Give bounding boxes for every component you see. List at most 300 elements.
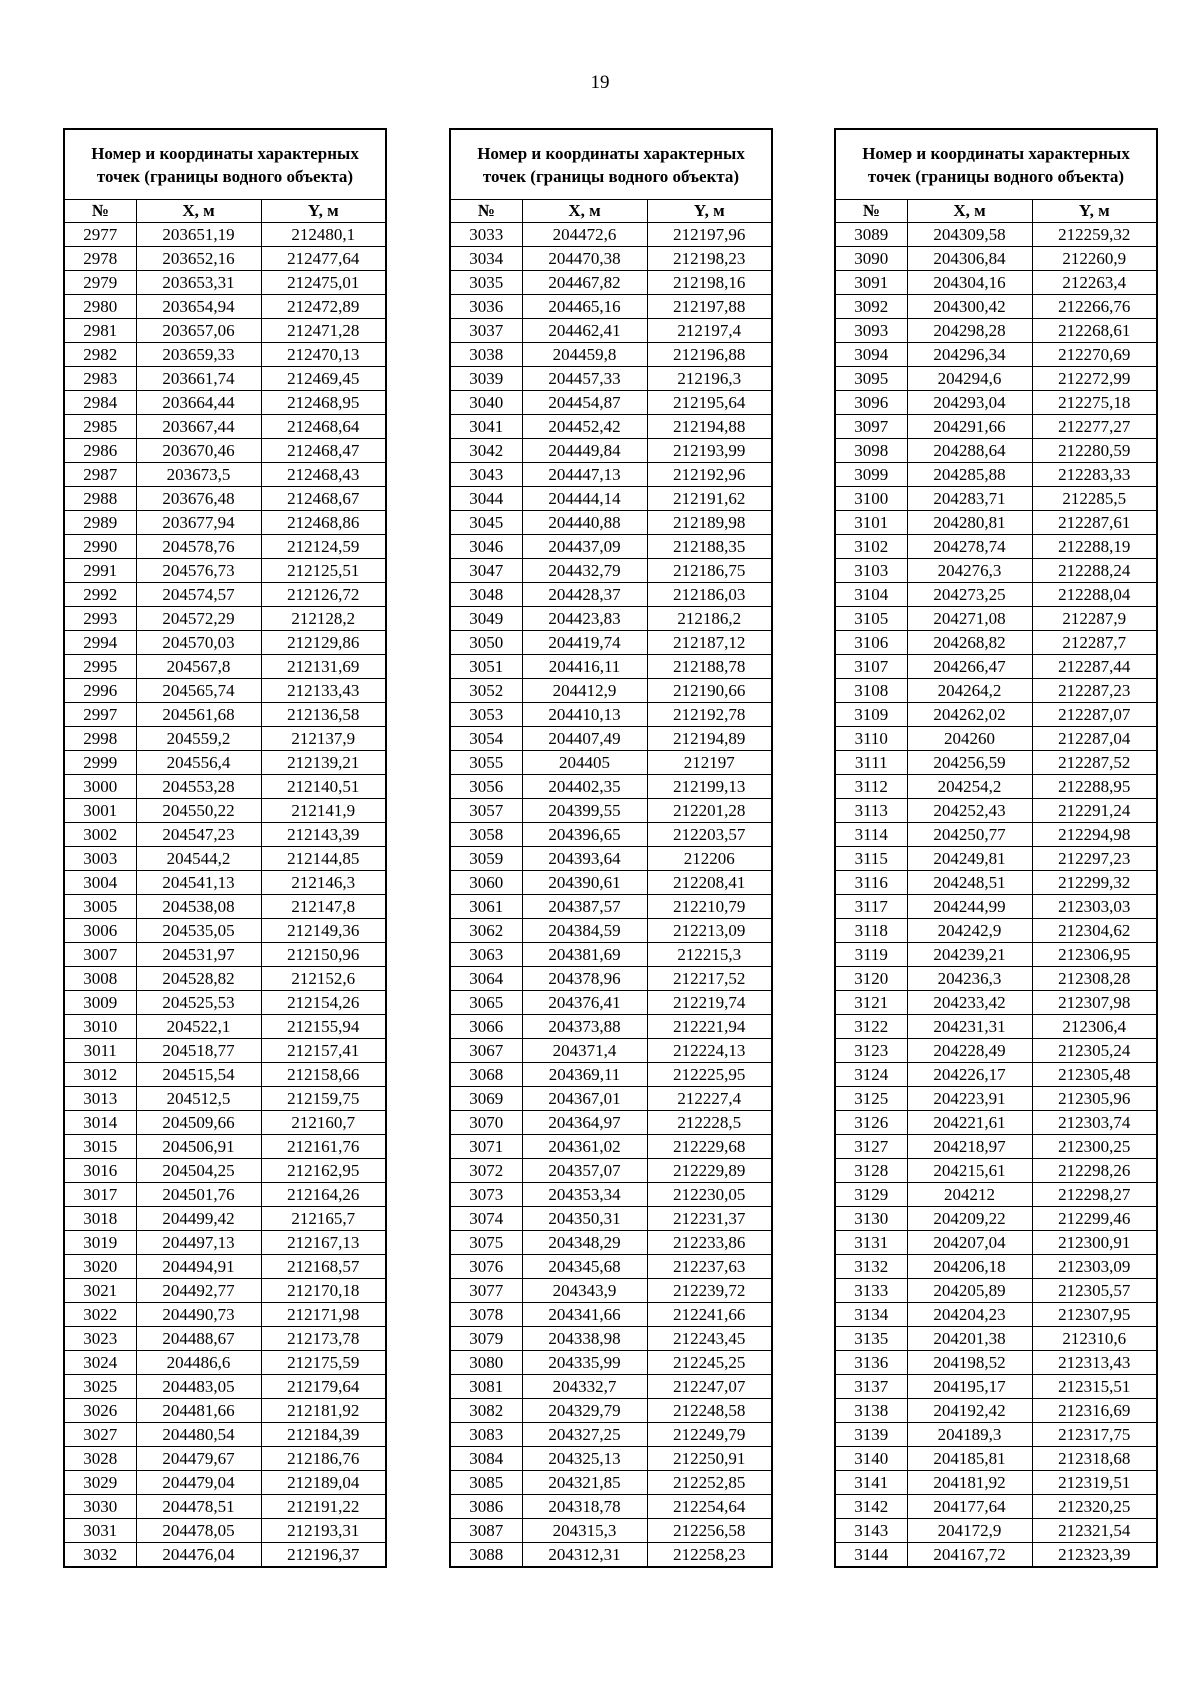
table-row xyxy=(64,751,386,775)
point-number: 3034 xyxy=(450,247,522,271)
x-coordinate: 204416,11 xyxy=(522,655,647,679)
y-coordinate: 212168,57 xyxy=(261,1255,386,1279)
point-number: 3121 xyxy=(835,991,907,1015)
x-coordinate: 204212 xyxy=(907,1183,1032,1207)
table-row xyxy=(835,1279,1157,1303)
x-coordinate: 204541,13 xyxy=(136,871,261,895)
x-coordinate: 204343,9 xyxy=(522,1279,647,1303)
x-coordinate: 204478,05 xyxy=(136,1519,261,1543)
table-row xyxy=(450,1255,772,1279)
point-number: 3142 xyxy=(835,1495,907,1519)
x-coordinate: 204278,74 xyxy=(907,535,1032,559)
y-coordinate: 212477,64 xyxy=(261,247,386,271)
y-coordinate: 212144,85 xyxy=(261,847,386,871)
table-row xyxy=(64,727,386,751)
x-coordinate: 204504,25 xyxy=(136,1159,261,1183)
x-coordinate: 204288,64 xyxy=(907,439,1032,463)
table-row xyxy=(64,1543,386,1568)
x-coordinate: 203651,19 xyxy=(136,223,261,247)
point-number: 3104 xyxy=(835,583,907,607)
table-row xyxy=(64,1303,386,1327)
y-coordinate: 212193,99 xyxy=(647,439,772,463)
table-row xyxy=(64,223,386,247)
table-row xyxy=(450,1423,772,1447)
point-number: 3045 xyxy=(450,511,522,535)
point-number: 3032 xyxy=(64,1543,136,1568)
x-coordinate: 204378,96 xyxy=(522,967,647,991)
x-coordinate: 204494,91 xyxy=(136,1255,261,1279)
y-coordinate: 212186,2 xyxy=(647,607,772,631)
x-coordinate: 204407,49 xyxy=(522,727,647,751)
x-coordinate: 204348,29 xyxy=(522,1231,647,1255)
y-coordinate: 212146,3 xyxy=(261,871,386,895)
x-coordinate: 204499,42 xyxy=(136,1207,261,1231)
y-coordinate: 212323,39 xyxy=(1032,1543,1157,1568)
point-number: 3062 xyxy=(450,919,522,943)
table-row xyxy=(835,1399,1157,1423)
y-coordinate: 212149,36 xyxy=(261,919,386,943)
x-coordinate: 204472,6 xyxy=(522,223,647,247)
table-row xyxy=(450,1375,772,1399)
point-number: 3035 xyxy=(450,271,522,295)
y-coordinate: 212272,99 xyxy=(1032,367,1157,391)
point-number: 3083 xyxy=(450,1423,522,1447)
table-row xyxy=(450,319,772,343)
point-number: 3085 xyxy=(450,1471,522,1495)
x-coordinate: 204177,64 xyxy=(907,1495,1032,1519)
y-coordinate: 212167,13 xyxy=(261,1231,386,1255)
table-row xyxy=(64,439,386,463)
point-number: 3092 xyxy=(835,295,907,319)
point-number: 3028 xyxy=(64,1447,136,1471)
table-caption: Номер и координаты характерных точек (границы водного объекта) xyxy=(64,129,386,200)
y-coordinate: 212159,75 xyxy=(261,1087,386,1111)
y-coordinate: 212249,79 xyxy=(647,1423,772,1447)
point-number: 3132 xyxy=(835,1255,907,1279)
table-row xyxy=(450,1399,772,1423)
x-coordinate: 203676,48 xyxy=(136,487,261,511)
point-number: 3124 xyxy=(835,1063,907,1087)
table-row xyxy=(835,1231,1157,1255)
point-number: 2994 xyxy=(64,631,136,655)
x-coordinate: 204423,83 xyxy=(522,607,647,631)
table-row xyxy=(450,823,772,847)
table-row xyxy=(64,1423,386,1447)
y-coordinate: 212258,23 xyxy=(647,1543,772,1568)
x-coordinate: 204350,31 xyxy=(522,1207,647,1231)
x-coordinate: 204327,25 xyxy=(522,1423,647,1447)
table-row xyxy=(64,535,386,559)
coordinates-table-1 xyxy=(63,128,387,1568)
point-number: 3096 xyxy=(835,391,907,415)
x-coordinate: 203657,06 xyxy=(136,319,261,343)
point-number: 3002 xyxy=(64,823,136,847)
table-row xyxy=(450,463,772,487)
y-coordinate: 212188,35 xyxy=(647,535,772,559)
x-coordinate: 204291,66 xyxy=(907,415,1032,439)
y-coordinate: 212150,96 xyxy=(261,943,386,967)
coordinates-table-3 xyxy=(834,128,1158,1568)
table-row xyxy=(450,1303,772,1327)
y-coordinate: 212288,04 xyxy=(1032,583,1157,607)
x-coordinate: 204312,31 xyxy=(522,1543,647,1568)
y-coordinate: 212237,63 xyxy=(647,1255,772,1279)
y-coordinate: 212197,4 xyxy=(647,319,772,343)
x-coordinate: 204476,04 xyxy=(136,1543,261,1568)
y-coordinate: 212221,94 xyxy=(647,1015,772,1039)
point-number: 3075 xyxy=(450,1231,522,1255)
table-row xyxy=(835,511,1157,535)
y-coordinate: 212299,32 xyxy=(1032,871,1157,895)
table-row xyxy=(835,1543,1157,1568)
x-coordinate: 204387,57 xyxy=(522,895,647,919)
point-number: 2999 xyxy=(64,751,136,775)
table-row xyxy=(835,1039,1157,1063)
table-row xyxy=(835,439,1157,463)
y-coordinate: 212305,96 xyxy=(1032,1087,1157,1111)
table-row xyxy=(835,1495,1157,1519)
x-coordinate: 204321,85 xyxy=(522,1471,647,1495)
y-coordinate: 212162,95 xyxy=(261,1159,386,1183)
table-row xyxy=(450,343,772,367)
y-coordinate: 212307,95 xyxy=(1032,1303,1157,1327)
table-row xyxy=(835,823,1157,847)
point-number: 3101 xyxy=(835,511,907,535)
y-coordinate: 212250,91 xyxy=(647,1447,772,1471)
y-coordinate: 212472,89 xyxy=(261,295,386,319)
point-number: 3015 xyxy=(64,1135,136,1159)
y-coordinate: 212197,96 xyxy=(647,223,772,247)
point-number: 3115 xyxy=(835,847,907,871)
table-row xyxy=(450,511,772,535)
column-header-y: Y, м xyxy=(1032,200,1157,223)
table-row xyxy=(835,1063,1157,1087)
point-number: 3023 xyxy=(64,1327,136,1351)
point-number: 3078 xyxy=(450,1303,522,1327)
x-coordinate: 203677,94 xyxy=(136,511,261,535)
table-row xyxy=(835,1423,1157,1447)
x-coordinate: 203653,31 xyxy=(136,271,261,295)
point-number: 3031 xyxy=(64,1519,136,1543)
point-number: 3097 xyxy=(835,415,907,439)
y-coordinate: 212288,95 xyxy=(1032,775,1157,799)
column-header-x: X, м xyxy=(522,200,647,223)
x-coordinate: 204325,13 xyxy=(522,1447,647,1471)
y-coordinate: 212229,89 xyxy=(647,1159,772,1183)
table-row xyxy=(64,271,386,295)
table-row xyxy=(64,1471,386,1495)
x-coordinate: 204553,28 xyxy=(136,775,261,799)
y-coordinate: 212189,04 xyxy=(261,1471,386,1495)
x-coordinate: 204572,29 xyxy=(136,607,261,631)
x-coordinate: 204432,79 xyxy=(522,559,647,583)
y-coordinate: 212294,98 xyxy=(1032,823,1157,847)
y-coordinate: 212186,75 xyxy=(647,559,772,583)
y-coordinate: 212154,26 xyxy=(261,991,386,1015)
x-coordinate: 204276,3 xyxy=(907,559,1032,583)
point-number: 2989 xyxy=(64,511,136,535)
y-coordinate: 212319,51 xyxy=(1032,1471,1157,1495)
point-number: 3037 xyxy=(450,319,522,343)
x-coordinate: 204256,59 xyxy=(907,751,1032,775)
x-coordinate: 204559,2 xyxy=(136,727,261,751)
y-coordinate: 212229,68 xyxy=(647,1135,772,1159)
table-row xyxy=(64,1399,386,1423)
point-number: 3022 xyxy=(64,1303,136,1327)
table-row xyxy=(64,1447,386,1471)
point-number: 2987 xyxy=(64,463,136,487)
y-coordinate: 212227,4 xyxy=(647,1087,772,1111)
x-coordinate: 204462,41 xyxy=(522,319,647,343)
x-coordinate: 203673,5 xyxy=(136,463,261,487)
column-header-x: X, м xyxy=(136,200,261,223)
y-coordinate: 212297,23 xyxy=(1032,847,1157,871)
point-number: 3103 xyxy=(835,559,907,583)
point-number: 3053 xyxy=(450,703,522,727)
point-number: 3077 xyxy=(450,1279,522,1303)
table-row xyxy=(835,1375,1157,1399)
column-header-y: Y, м xyxy=(261,200,386,223)
point-number: 3105 xyxy=(835,607,907,631)
y-coordinate: 212175,59 xyxy=(261,1351,386,1375)
point-number: 3026 xyxy=(64,1399,136,1423)
point-number: 3127 xyxy=(835,1135,907,1159)
x-coordinate: 204231,31 xyxy=(907,1015,1032,1039)
point-number: 3106 xyxy=(835,631,907,655)
x-coordinate: 204402,35 xyxy=(522,775,647,799)
y-coordinate: 212133,43 xyxy=(261,679,386,703)
table-row xyxy=(64,991,386,1015)
x-coordinate: 204167,72 xyxy=(907,1543,1032,1568)
x-coordinate: 204353,34 xyxy=(522,1183,647,1207)
point-number: 3067 xyxy=(450,1039,522,1063)
y-coordinate: 212196,88 xyxy=(647,343,772,367)
table-row xyxy=(64,1087,386,1111)
y-coordinate: 212252,85 xyxy=(647,1471,772,1495)
point-number: 3007 xyxy=(64,943,136,967)
y-coordinate: 212192,78 xyxy=(647,703,772,727)
x-coordinate: 204367,01 xyxy=(522,1087,647,1111)
table-row xyxy=(64,1135,386,1159)
point-number: 3069 xyxy=(450,1087,522,1111)
x-coordinate: 204329,79 xyxy=(522,1399,647,1423)
y-coordinate: 212228,5 xyxy=(647,1111,772,1135)
table-row xyxy=(835,535,1157,559)
point-number: 2998 xyxy=(64,727,136,751)
y-coordinate: 212219,74 xyxy=(647,991,772,1015)
table-row xyxy=(450,247,772,271)
x-coordinate: 204294,6 xyxy=(907,367,1032,391)
point-number: 3030 xyxy=(64,1495,136,1519)
table-row xyxy=(64,1519,386,1543)
table-row xyxy=(835,703,1157,727)
point-number: 3054 xyxy=(450,727,522,751)
y-coordinate: 212266,76 xyxy=(1032,295,1157,319)
point-number: 3004 xyxy=(64,871,136,895)
x-coordinate: 203654,94 xyxy=(136,295,261,319)
y-coordinate: 212203,57 xyxy=(647,823,772,847)
y-coordinate: 212313,43 xyxy=(1032,1351,1157,1375)
x-coordinate: 204285,88 xyxy=(907,463,1032,487)
table-row xyxy=(835,1207,1157,1231)
x-coordinate: 204399,55 xyxy=(522,799,647,823)
y-coordinate: 212468,95 xyxy=(261,391,386,415)
table-row xyxy=(64,415,386,439)
x-coordinate: 204172,9 xyxy=(907,1519,1032,1543)
point-number: 3056 xyxy=(450,775,522,799)
x-coordinate: 204236,3 xyxy=(907,967,1032,991)
point-number: 3076 xyxy=(450,1255,522,1279)
y-coordinate: 212164,26 xyxy=(261,1183,386,1207)
y-coordinate: 212171,98 xyxy=(261,1303,386,1327)
y-coordinate: 212283,33 xyxy=(1032,463,1157,487)
point-number: 3014 xyxy=(64,1111,136,1135)
point-number: 3029 xyxy=(64,1471,136,1495)
table-row xyxy=(835,583,1157,607)
y-coordinate: 212471,28 xyxy=(261,319,386,343)
x-coordinate: 204528,82 xyxy=(136,967,261,991)
table-row xyxy=(450,607,772,631)
point-number: 3049 xyxy=(450,607,522,631)
table-row xyxy=(835,751,1157,775)
point-number: 3130 xyxy=(835,1207,907,1231)
y-coordinate: 212303,03 xyxy=(1032,895,1157,919)
table-row xyxy=(64,799,386,823)
point-number: 3052 xyxy=(450,679,522,703)
table-row xyxy=(450,415,772,439)
point-number: 3055 xyxy=(450,751,522,775)
point-number: 2982 xyxy=(64,343,136,367)
x-coordinate: 204419,74 xyxy=(522,631,647,655)
table-row xyxy=(450,487,772,511)
y-coordinate: 212136,58 xyxy=(261,703,386,727)
y-coordinate: 212124,59 xyxy=(261,535,386,559)
y-coordinate: 212288,24 xyxy=(1032,559,1157,583)
x-coordinate: 204390,61 xyxy=(522,871,647,895)
y-coordinate: 212179,64 xyxy=(261,1375,386,1399)
point-number: 3072 xyxy=(450,1159,522,1183)
y-coordinate: 212191,22 xyxy=(261,1495,386,1519)
y-coordinate: 212128,2 xyxy=(261,607,386,631)
table-row xyxy=(64,583,386,607)
table-row xyxy=(835,895,1157,919)
y-coordinate: 212470,13 xyxy=(261,343,386,367)
x-coordinate: 204204,23 xyxy=(907,1303,1032,1327)
x-coordinate: 204547,23 xyxy=(136,823,261,847)
x-coordinate: 204215,61 xyxy=(907,1159,1032,1183)
point-number: 2995 xyxy=(64,655,136,679)
x-coordinate: 204192,42 xyxy=(907,1399,1032,1423)
table-row xyxy=(450,919,772,943)
x-coordinate: 204574,57 xyxy=(136,583,261,607)
point-number: 3122 xyxy=(835,1015,907,1039)
point-number: 3033 xyxy=(450,223,522,247)
x-coordinate: 204283,71 xyxy=(907,487,1032,511)
x-coordinate: 204525,53 xyxy=(136,991,261,1015)
table-row xyxy=(835,367,1157,391)
x-coordinate: 204447,13 xyxy=(522,463,647,487)
x-coordinate: 204364,97 xyxy=(522,1111,647,1135)
table-row xyxy=(450,703,772,727)
x-coordinate: 204501,76 xyxy=(136,1183,261,1207)
x-coordinate: 204315,3 xyxy=(522,1519,647,1543)
table-row xyxy=(450,655,772,679)
point-number: 3001 xyxy=(64,799,136,823)
x-coordinate: 204509,66 xyxy=(136,1111,261,1135)
point-number: 3020 xyxy=(64,1255,136,1279)
y-coordinate: 212129,86 xyxy=(261,631,386,655)
x-coordinate: 203659,33 xyxy=(136,343,261,367)
x-coordinate: 204228,49 xyxy=(907,1039,1032,1063)
x-coordinate: 203664,44 xyxy=(136,391,261,415)
point-number: 3086 xyxy=(450,1495,522,1519)
point-number: 2997 xyxy=(64,703,136,727)
y-coordinate: 212260,9 xyxy=(1032,247,1157,271)
x-coordinate: 204218,97 xyxy=(907,1135,1032,1159)
x-coordinate: 204262,02 xyxy=(907,703,1032,727)
table-row xyxy=(450,895,772,919)
point-number: 3016 xyxy=(64,1159,136,1183)
y-coordinate: 212317,75 xyxy=(1032,1423,1157,1447)
x-coordinate: 204300,42 xyxy=(907,295,1032,319)
point-number: 3046 xyxy=(450,535,522,559)
x-coordinate: 204280,81 xyxy=(907,511,1032,535)
point-number: 3065 xyxy=(450,991,522,1015)
y-coordinate: 212215,3 xyxy=(647,943,772,967)
point-number: 3063 xyxy=(450,943,522,967)
y-coordinate: 212245,25 xyxy=(647,1351,772,1375)
table-row xyxy=(450,1207,772,1231)
table-row xyxy=(64,1231,386,1255)
table-row xyxy=(835,1351,1157,1375)
table-row xyxy=(64,679,386,703)
table-row xyxy=(64,703,386,727)
y-coordinate: 212140,51 xyxy=(261,775,386,799)
table-row xyxy=(450,991,772,1015)
point-number: 3139 xyxy=(835,1423,907,1447)
y-coordinate: 212263,4 xyxy=(1032,271,1157,295)
x-coordinate: 204565,74 xyxy=(136,679,261,703)
point-number: 3108 xyxy=(835,679,907,703)
y-coordinate: 212188,78 xyxy=(647,655,772,679)
x-coordinate: 204518,77 xyxy=(136,1039,261,1063)
y-coordinate: 212287,44 xyxy=(1032,655,1157,679)
y-coordinate: 212300,91 xyxy=(1032,1231,1157,1255)
y-coordinate: 212285,5 xyxy=(1032,487,1157,511)
y-coordinate: 212126,72 xyxy=(261,583,386,607)
table-row xyxy=(450,223,772,247)
y-coordinate: 212224,13 xyxy=(647,1039,772,1063)
table-row xyxy=(835,559,1157,583)
point-number: 3143 xyxy=(835,1519,907,1543)
y-coordinate: 212197,88 xyxy=(647,295,772,319)
table-row xyxy=(835,679,1157,703)
point-number: 2981 xyxy=(64,319,136,343)
column-header-y: Y, м xyxy=(647,200,772,223)
y-coordinate: 212268,61 xyxy=(1032,319,1157,343)
y-coordinate: 212320,25 xyxy=(1032,1495,1157,1519)
table-row xyxy=(835,727,1157,751)
point-number: 3074 xyxy=(450,1207,522,1231)
point-number: 3116 xyxy=(835,871,907,895)
y-coordinate: 212280,59 xyxy=(1032,439,1157,463)
y-coordinate: 212196,3 xyxy=(647,367,772,391)
x-coordinate: 204223,91 xyxy=(907,1087,1032,1111)
y-coordinate: 212181,92 xyxy=(261,1399,386,1423)
x-coordinate: 204260 xyxy=(907,727,1032,751)
point-number: 3087 xyxy=(450,1519,522,1543)
table-row xyxy=(64,1039,386,1063)
